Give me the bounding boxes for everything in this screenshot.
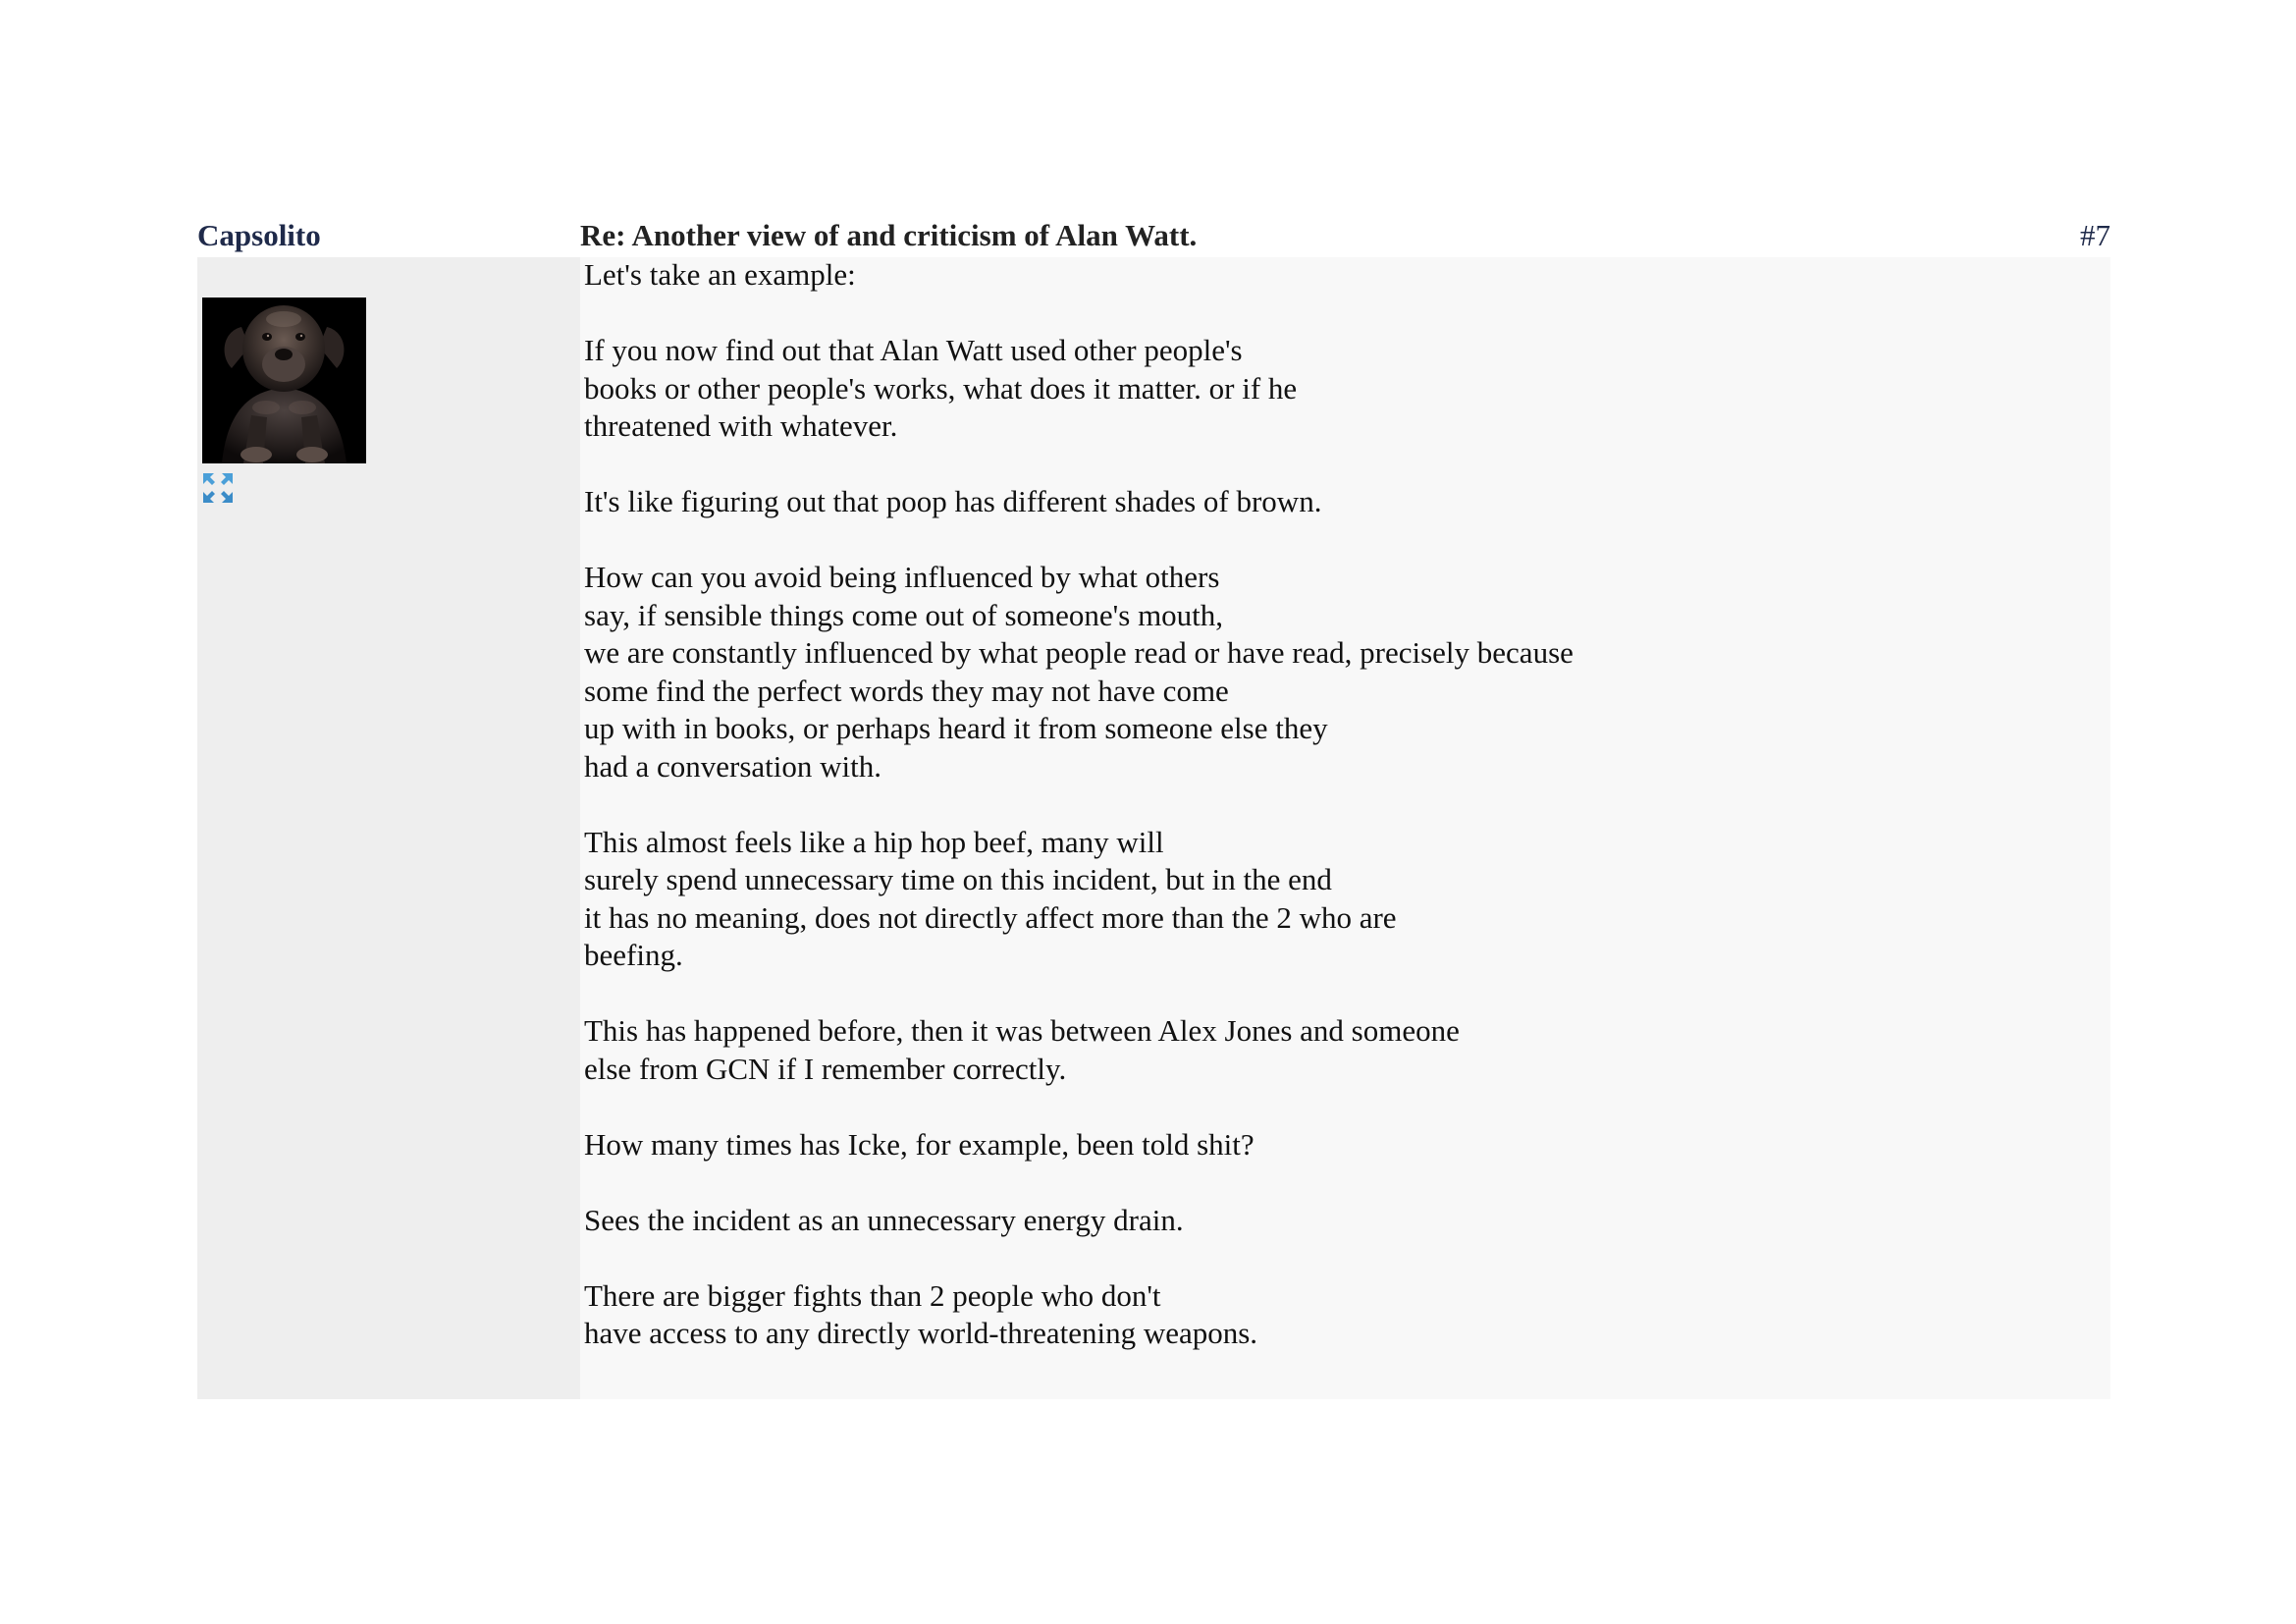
- post-line: surely spend unnecessary time on this incident, but in the end: [584, 862, 1332, 896]
- post-paragraph: [584, 559, 1574, 785]
- post-line: Let's take an example:: [584, 257, 856, 292]
- post-line: This almost feels like a hip hop beef, many will: [584, 824, 1164, 859]
- post-paragraph: [584, 332, 1574, 446]
- dog-avatar-image: [202, 298, 366, 463]
- post-line: This has happened before, then it was between Alex Jones and someone: [584, 1013, 1460, 1048]
- post-number-link[interactable]: #7: [2080, 218, 2110, 252]
- avatar[interactable]: [202, 298, 366, 463]
- post-paragraph: [584, 256, 1574, 295]
- post-paragraph: [584, 1126, 1574, 1164]
- post-paragraph: [584, 1012, 1574, 1088]
- post-line: If you now find out that Alan Watt used other people's: [584, 333, 1243, 367]
- post-line: it has no meaning, does not directly affect more than the 2 who are: [584, 899, 1397, 935]
- post-line: had a conversation with.: [584, 748, 882, 784]
- post-paragraph: [584, 1277, 1574, 1353]
- expand-arrows-icon[interactable]: [201, 471, 235, 505]
- post-row: [197, 257, 2110, 1399]
- post-title: Re: Another view of and criticism of Alan Watt.: [580, 218, 1198, 252]
- post-line: It's like figuring out that poop has different shades of brown.: [584, 484, 1322, 518]
- post-paragraph: [584, 824, 1574, 975]
- post-line: some find the perfect words they may not have come: [584, 673, 1229, 708]
- post-line: up with in books, or perhaps heard it from someone else they: [584, 711, 1328, 745]
- post-line: Sees the incident as an unnecessary energy drain.: [584, 1202, 1184, 1237]
- post-line: There are bigger fights than 2 people who don't: [584, 1277, 1161, 1313]
- post-line: have access to any directly world-threatening weapons.: [584, 1316, 1258, 1350]
- post-line: threatened with whatever.: [584, 408, 898, 443]
- post-line: else from GCN if I remember correctly.: [584, 1051, 1067, 1086]
- forum-post: [197, 214, 2110, 1399]
- post-body: [584, 256, 1574, 1390]
- author-name-link[interactable]: Capsolito: [197, 218, 321, 252]
- post-line: say, if sensible things come out of someone's mouth,: [584, 597, 1224, 632]
- post-content-panel: [580, 257, 2110, 1399]
- post-header: [197, 214, 2110, 257]
- post-paragraph: [584, 483, 1574, 521]
- post-paragraph: [584, 1202, 1574, 1240]
- post-line: How many times has Icke, for example, been told shit?: [584, 1126, 1255, 1162]
- post-line: How can you avoid being influenced by what others: [584, 560, 1220, 594]
- post-line: we are constantly influenced by what people read or have read, precisely because: [584, 635, 1574, 670]
- post-line: beefing.: [584, 938, 683, 972]
- post-line: books or other people's works, what does it matter. or if he: [584, 370, 1298, 406]
- user-info-panel: [197, 257, 580, 1399]
